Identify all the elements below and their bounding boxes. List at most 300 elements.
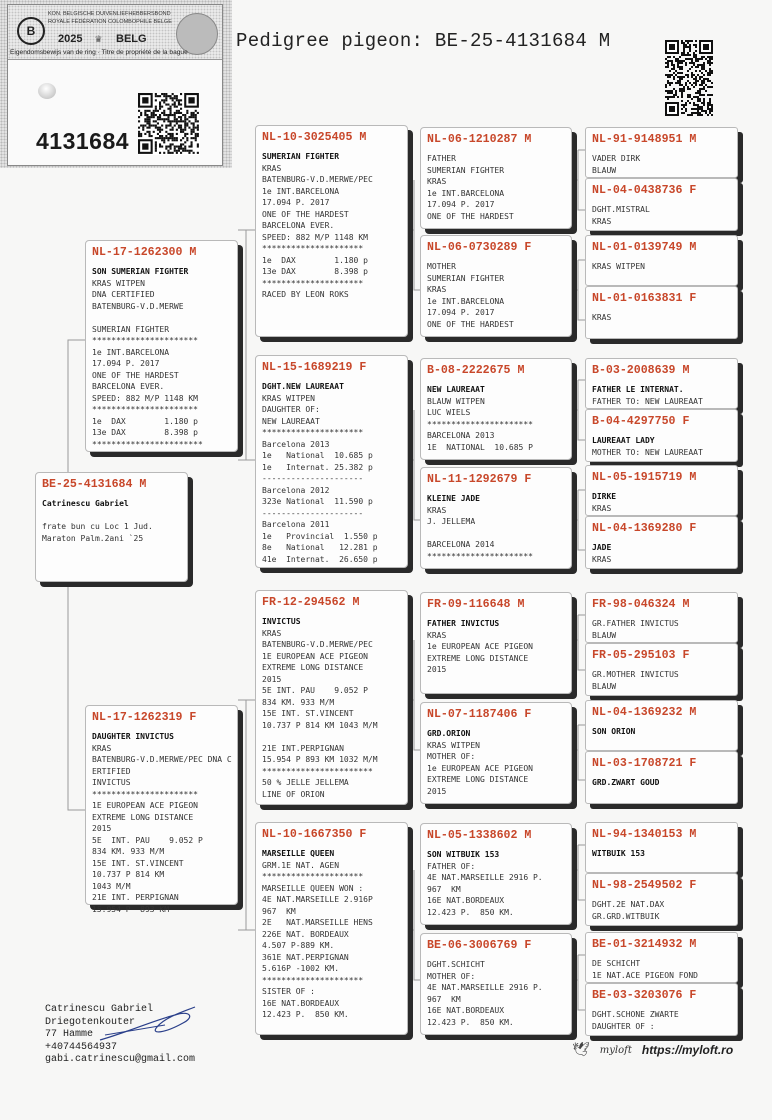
qr-module (679, 62, 681, 64)
qr-module (693, 82, 695, 84)
info-line: 8e National 12.281 p (262, 543, 378, 552)
great-great-grandparent-card[interactable] (585, 751, 738, 804)
qr-module (681, 52, 683, 54)
qr-module (184, 118, 186, 120)
qr-module (138, 133, 140, 135)
qr-module (699, 78, 701, 80)
qr-module (176, 95, 178, 97)
info-line: 1E NATIONAL 10.685 P (427, 442, 533, 452)
ring-card-header (8, 5, 222, 60)
owner-email[interactable]: gabi.catrinescu@gmail.com (45, 1054, 196, 1065)
info-line: 15E INT. ST.VINCENT (262, 709, 354, 718)
qr-module (709, 108, 711, 110)
qr-module (146, 131, 148, 133)
info-line: DGHT.MISTRAL (592, 205, 650, 214)
qr-module (155, 143, 157, 145)
qr-module (195, 118, 197, 120)
qr-module (188, 152, 190, 154)
great-great-grandparent-card[interactable] (585, 592, 738, 643)
qr-module (681, 78, 683, 80)
qr-module (180, 131, 182, 133)
qr-module (693, 102, 695, 104)
qr-module (703, 62, 705, 64)
qr-module (167, 118, 169, 120)
qr-module (707, 60, 709, 62)
qr-module (703, 102, 705, 104)
grandparent-card[interactable] (255, 822, 408, 1035)
great-great-grandparent-card[interactable] (585, 235, 738, 286)
qr-module (193, 127, 195, 129)
qr-module (667, 98, 669, 100)
qr-module (695, 96, 697, 98)
info-line: BARCELONA EVER. (262, 221, 335, 230)
qr-module (677, 76, 679, 78)
info-line: 2015 (92, 824, 112, 833)
qr-module (693, 44, 695, 46)
grandparent-card[interactable] (255, 355, 408, 568)
qr-module (191, 146, 193, 148)
great-grandparent-card[interactable] (420, 592, 572, 694)
qr-module (701, 66, 703, 68)
info-line: 1e INT.BARCELONA (262, 186, 340, 196)
qr-module (174, 118, 176, 120)
pigeon-name: WITBUIK 153 (592, 849, 645, 858)
info-line: 41e Internat. 26.650 p (262, 554, 378, 564)
myloft-footer (572, 1042, 733, 1058)
qr-module (142, 129, 144, 131)
qr-module (163, 93, 165, 95)
qr-module (707, 104, 709, 106)
qr-module (705, 90, 707, 92)
info-line: LUC WIELS (427, 408, 471, 417)
qr-module (180, 127, 182, 129)
qr-module (701, 58, 703, 60)
info-line (427, 528, 565, 540)
qr-module (701, 80, 703, 82)
qr-module (186, 137, 188, 139)
info-line: ********************* (262, 975, 364, 985)
qr-module (691, 84, 693, 86)
ring-number: BE-01-3214932 M (592, 938, 697, 951)
owner-phone: +40744564937 (45, 1041, 118, 1053)
qr-module (689, 114, 691, 116)
qr-module (163, 139, 165, 141)
qr-module (685, 102, 687, 104)
qr-module (186, 139, 188, 141)
qr-module (697, 106, 699, 108)
qr-module (144, 133, 146, 135)
qr-module (671, 82, 673, 84)
great-great-grandparent-card[interactable] (585, 516, 738, 569)
qr-module (697, 98, 699, 100)
qr-module (683, 44, 685, 46)
qr-module (176, 137, 178, 139)
great-great-grandparent-card[interactable] (585, 409, 738, 462)
qr-module (146, 118, 148, 120)
grandparent-card[interactable] (255, 590, 408, 805)
qr-module (699, 92, 701, 94)
qr-module (167, 108, 169, 110)
qr-module (165, 127, 167, 129)
qr-module (140, 133, 142, 135)
signature (95, 1005, 205, 1045)
qr-module (149, 131, 151, 133)
subject-card[interactable] (35, 472, 188, 582)
pigeon-name: SUMERIAN FIGHTER (262, 152, 340, 161)
pigeon-name: INVICTUS (262, 617, 301, 626)
great-grandparent-card[interactable] (420, 235, 572, 337)
qr-module (695, 56, 697, 58)
qr-module (689, 62, 691, 64)
qr-module (665, 84, 667, 86)
qr-module (178, 104, 180, 106)
pigeon-name: NEW LAUREAAT (427, 385, 485, 394)
qr-module (667, 92, 669, 94)
qr-module (178, 148, 180, 150)
info-line: J. JELLEMA (427, 517, 476, 526)
qr-module (155, 127, 157, 129)
qr-module (165, 137, 167, 139)
qr-module (155, 146, 157, 148)
qr-module (699, 108, 701, 110)
qr-module (701, 110, 703, 112)
qr-module (675, 58, 677, 60)
qr-module (673, 66, 675, 68)
qr-module (146, 114, 148, 116)
great-grandparent-card[interactable] (420, 358, 572, 460)
qr-module (681, 100, 683, 102)
info-line: EXTREME LONG DISTANCE (427, 775, 529, 784)
qr-module (669, 82, 671, 84)
info-line: GR.MOTHER INVICTUS (592, 670, 679, 679)
qr-module (673, 88, 675, 90)
great-great-grandparent-card[interactable] (585, 983, 738, 1036)
info-line: 967 KM (427, 884, 461, 894)
info-line: 967 KM (262, 906, 296, 916)
kbdb-logo-icon: B (17, 17, 45, 45)
info-line: BATENBURG-V.D.MERWE (92, 301, 184, 311)
great-great-grandparent-card[interactable] (585, 286, 738, 339)
qr-module (667, 60, 669, 62)
great-great-grandparent-card[interactable] (585, 127, 738, 178)
crown-icon: ♛ (95, 32, 102, 45)
qr-module (709, 104, 711, 106)
info-line: SISTER OF : (262, 987, 315, 996)
great-great-grandparent-card[interactable] (585, 178, 738, 231)
qr-module (701, 114, 703, 116)
qr-module (149, 125, 151, 127)
qr-module (149, 133, 151, 135)
qr-module (176, 112, 178, 114)
qr-module (685, 58, 687, 60)
info-line: 1e DAX 1.180 p (92, 416, 198, 426)
qr-module (681, 108, 683, 110)
info-line: 50 % JELLE JELLEMA (262, 778, 349, 787)
qr-module (681, 42, 683, 44)
qr-module (184, 114, 186, 116)
qr-module (140, 112, 142, 114)
info-line: 361E NAT.PERPIGNAN (262, 952, 349, 962)
qr-module (699, 98, 701, 100)
qr-module (182, 131, 184, 133)
ring-number: NL-11-1292679 F (427, 473, 532, 486)
qr-module (186, 112, 188, 114)
qr-module (683, 106, 685, 108)
myloft-url[interactable]: https://myloft.ro (641, 1043, 734, 1057)
qr-module (685, 110, 687, 112)
qr-module (693, 62, 695, 64)
info-line: ********************* (262, 428, 364, 437)
info-line: ONE OF THE HARDEST (92, 370, 179, 380)
info-line: DGHT.2E NAT.DAX (592, 900, 665, 909)
qr-module (180, 112, 182, 114)
great-grandparent-card[interactable] (420, 933, 572, 1035)
qr-module (699, 94, 701, 96)
qr-module (149, 120, 151, 122)
qr-module (681, 94, 683, 96)
qr-finder (703, 44, 709, 50)
info-line: ********************* (262, 278, 364, 288)
qr-module (683, 90, 685, 92)
qr-module (699, 64, 701, 66)
qr-module (176, 133, 178, 135)
info-line: 1e National 10.685 p (262, 451, 373, 460)
qr-module (186, 110, 188, 112)
info-line: EXTREME LONG DISTANCE (92, 812, 194, 822)
info-line: KRAS WITPEN (262, 393, 315, 403)
qr-module (180, 146, 182, 148)
great-great-grandparent-card[interactable] (585, 465, 738, 516)
info-line: 2E NAT.MARSEILLE HENS (262, 918, 373, 927)
qr-module (180, 118, 182, 120)
qr-module (174, 139, 176, 141)
qr-module (172, 137, 174, 139)
qr-module (149, 118, 151, 120)
info-line: KRAS (262, 628, 282, 638)
qr-module (669, 60, 671, 62)
qr-module (186, 125, 188, 127)
qr-module (182, 143, 184, 145)
ring-number: NL-10-1667350 F (262, 828, 367, 841)
grandparent-card[interactable] (255, 125, 408, 337)
qr-module (167, 139, 169, 141)
qr-module (184, 116, 186, 118)
qr-module (711, 94, 713, 96)
qr-module (138, 135, 140, 137)
qr-module (176, 106, 178, 108)
qr-module (155, 110, 157, 112)
qr-module (197, 129, 199, 131)
info-line: KRAS WITPEN (92, 278, 145, 288)
qr-module (195, 120, 197, 122)
qr-module (195, 116, 197, 118)
great-grandparent-card[interactable] (420, 467, 572, 569)
qr-module (667, 82, 669, 84)
info-line: 2015 (262, 674, 282, 684)
qr-module (193, 131, 195, 133)
great-great-grandparent-card[interactable] (585, 932, 738, 983)
qr-module (197, 146, 199, 148)
qr-module (693, 78, 695, 80)
ring-number: NL-91-9148951 M (592, 133, 697, 146)
qr-module (711, 106, 713, 108)
qr-module (191, 131, 193, 133)
qr-module (184, 120, 186, 122)
great-grandparent-card[interactable] (420, 702, 572, 804)
qr-module (165, 118, 167, 120)
info-line: 10.737 P 814 KM (92, 870, 165, 879)
qr-module (697, 100, 699, 102)
qr-module (699, 88, 701, 90)
qr-module (180, 125, 182, 127)
info-line: SPEED: 882 M/P 1148 KM (92, 393, 198, 403)
qr-module (149, 116, 151, 118)
qr-module (701, 88, 703, 90)
qr-module (681, 40, 683, 42)
info-line (92, 312, 231, 324)
pigeon-name: Catrinescu Gabriel (42, 499, 129, 508)
qr-module (711, 56, 713, 58)
qr-module (709, 86, 711, 88)
qr-module (176, 122, 178, 124)
qr-module (191, 133, 193, 135)
qr-module (159, 116, 161, 118)
qr-module (180, 148, 182, 150)
qr-module (193, 129, 195, 131)
qr-module (172, 129, 174, 131)
info-line: ********************** (427, 551, 533, 561)
qr-module (176, 150, 178, 152)
qr-module (695, 44, 697, 46)
qr-module (683, 86, 685, 88)
qr-module (180, 116, 182, 118)
great-great-grandparent-card[interactable] (585, 822, 738, 873)
qr-module (709, 94, 711, 96)
qr-module (675, 92, 677, 94)
qr-module (677, 64, 679, 66)
qr-module (157, 137, 159, 139)
info-line: 4E NAT.MARSEILLE 2916 P. (427, 873, 543, 882)
info-line: LINE OF ORION (262, 789, 325, 799)
great-great-grandparent-card[interactable] (585, 873, 738, 926)
qr-module (669, 74, 671, 76)
ring-number: NL-05-1915719 M (592, 471, 697, 484)
great-grandparent-card[interactable] (420, 127, 572, 229)
qr-module (170, 114, 172, 116)
info-line: RACED BY LEON ROKS (262, 290, 349, 299)
qr-module (681, 112, 683, 114)
qr-module (197, 125, 199, 127)
qr-module (167, 95, 169, 97)
qr-module (174, 104, 176, 106)
qr-module (151, 112, 153, 114)
qr-module (701, 76, 703, 78)
qr-module (689, 94, 691, 96)
qr-module (197, 152, 199, 154)
qr-module (180, 152, 182, 154)
info-line: BARCELONA 2014 (427, 540, 495, 549)
qr-module (180, 129, 182, 131)
qr-module (681, 72, 683, 74)
qr-module (695, 108, 697, 110)
info-line: BARCELONA 2013 (427, 431, 495, 440)
qr-module (667, 74, 669, 76)
qr-module (693, 104, 695, 106)
dam-card[interactable] (85, 705, 238, 914)
qr-module (180, 120, 182, 122)
qr-module (184, 150, 186, 152)
qr-module (163, 95, 165, 97)
qr-module (170, 108, 172, 110)
myloft-brand: myloft (599, 1044, 632, 1056)
pigeon-name: GRD.ORION (427, 729, 471, 738)
qr-module (683, 104, 685, 106)
qr-module (711, 114, 713, 116)
great-grandparent-card[interactable] (420, 823, 572, 925)
qr-module (671, 74, 673, 76)
qr-module (159, 137, 161, 139)
qr-module (705, 110, 707, 112)
qr-module (191, 129, 193, 131)
qr-module (703, 74, 705, 76)
info-line: 12.423 P. 850 KM. (427, 1017, 514, 1027)
great-great-grandparent-card[interactable] (585, 643, 738, 696)
qr-module (159, 114, 161, 116)
qr-module (693, 86, 695, 88)
qr-module (151, 116, 153, 118)
qr-module (153, 131, 155, 133)
qr-module (151, 114, 153, 116)
great-great-grandparent-card[interactable] (585, 700, 738, 751)
qr-module (159, 101, 161, 103)
qr-module (687, 74, 689, 76)
qr-module (161, 112, 163, 114)
org-name-fr: ROYALE FÉDÉRATION COLOMBOPHILE BELGE (48, 19, 172, 25)
qr-module (707, 86, 709, 88)
info-line: 15.954 P 893 KM (92, 904, 170, 914)
info-line: 4E NAT.MARSEILLE 2916 P. (427, 983, 543, 992)
sire-card[interactable] (85, 240, 238, 452)
qr-module (703, 88, 705, 90)
qr-module (146, 116, 148, 118)
qr-module (681, 60, 683, 62)
great-great-grandparent-card[interactable] (585, 358, 738, 409)
owner-name: Catrinescu Gabriel (45, 1004, 154, 1015)
pigeon-logo-icon: 🕊 (572, 1042, 590, 1058)
qr-module (170, 143, 172, 145)
qr-module (711, 62, 713, 64)
qr-module (697, 58, 699, 60)
qr-module (693, 64, 695, 66)
info-line: MARSEILLE QUEEN WON : (262, 883, 364, 893)
qr-module (695, 104, 697, 106)
qr-module (681, 104, 683, 106)
qr-module (703, 64, 705, 66)
ring-number: B-03-2008639 M (592, 364, 690, 377)
qr-module (669, 96, 671, 98)
qr-module (165, 95, 167, 97)
pigeon-name: FATHER LE INTERNAT. (592, 385, 684, 394)
qr-module (149, 110, 151, 112)
qr-module (679, 66, 681, 68)
qr-module (709, 102, 711, 104)
qr-module (687, 42, 689, 44)
qr-module (170, 106, 172, 108)
qr-module (138, 116, 140, 118)
qr-module (683, 52, 685, 54)
ring-number: NL-98-2549502 F (592, 879, 697, 892)
qr-module (689, 68, 691, 70)
